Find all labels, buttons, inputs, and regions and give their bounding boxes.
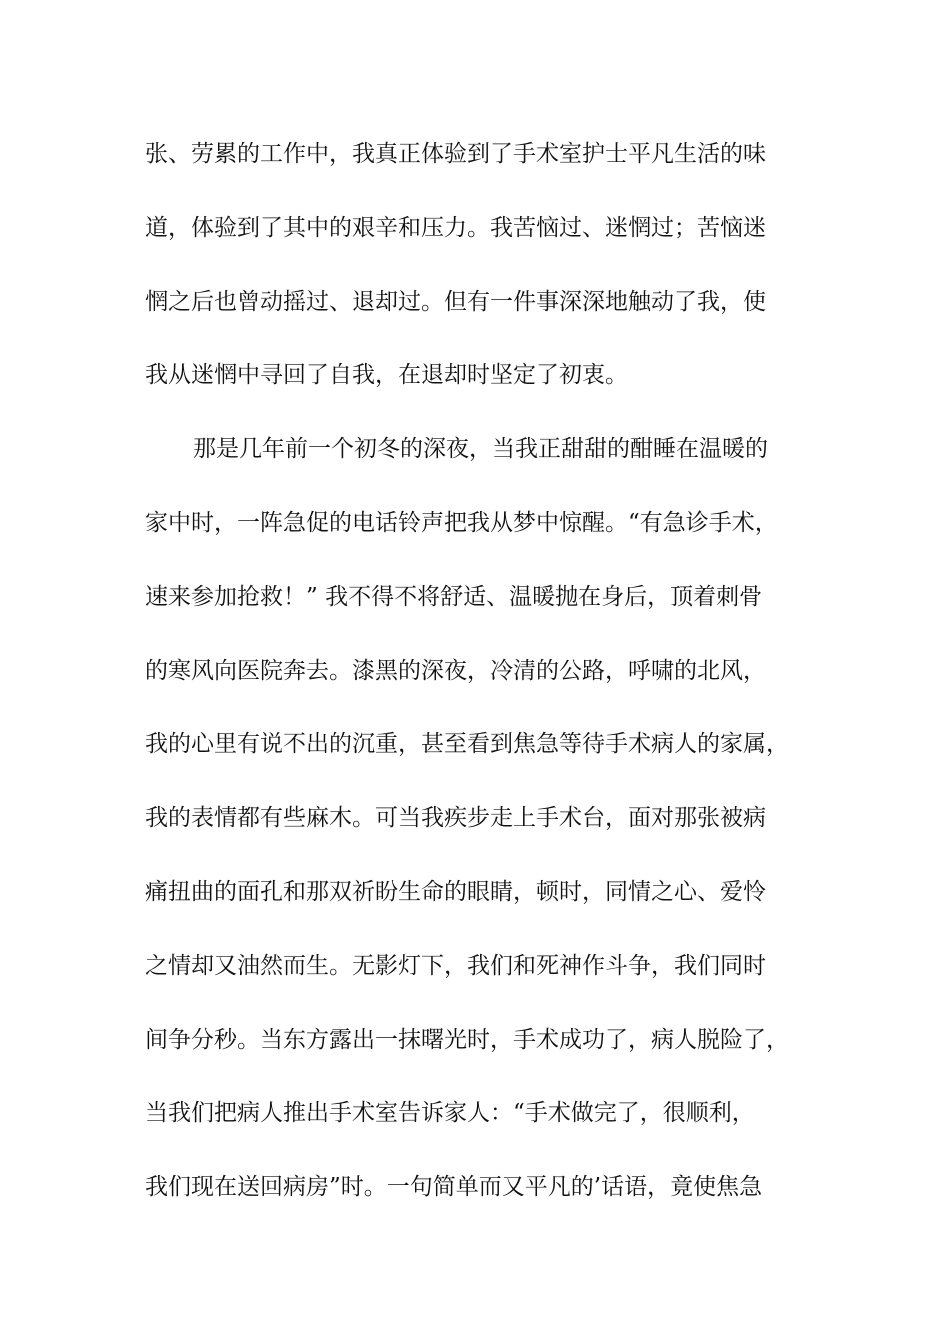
text-line: 我们现在送回病房”时。一句简单而又平凡的’话语，竟使焦急 bbox=[145, 1174, 763, 1201]
text-line: 我的心里有说不出的沉重，甚至看到焦急等待手术病人的家属， bbox=[145, 731, 789, 758]
text-line: 我的表情都有些麻木。可当我疾步走上手术台，面对那张被病 bbox=[145, 805, 766, 832]
text-line: 道，体验到了其中的艰辛和压力。我苦恼过、迷惘过；苦恼迷 bbox=[145, 214, 766, 241]
text-line: 当我们把病人推出手术室告诉家人：“手术做完了，很顺利， bbox=[145, 1100, 755, 1127]
text-line: 痛扭曲的面孔和那双祈盼生命的眼睛，顿时，同情之心、爱怜 bbox=[145, 878, 766, 905]
paragraph-start-line: 那是几年前一个初冬的深夜，当我正甜甜的酣睡在温暖的 bbox=[193, 436, 768, 463]
text-line: 间争分秒。当东方露出一抹曙光时，手术成功了，病人脱险了， bbox=[145, 1026, 789, 1053]
text-line: 之情却又油然而生。无影灯下，我们和死神作斗争，我们同时 bbox=[145, 952, 766, 979]
text-line: 家中时，一阵急促的电话铃声把我从梦中惊醒。“有急诊手术， bbox=[145, 509, 778, 536]
text-line: 的寒风向医院奔去。漆黑的深夜，冷清的公路，呼啸的北风， bbox=[145, 657, 766, 684]
text-line: 张、劳累的工作中，我真正体验到了手术室护士平凡生活的味 bbox=[145, 141, 766, 167]
body-text bbox=[145, 134, 825, 1241]
text-line: 速来参加抢救！” 我不得不将舒适、温暖抛在身后，顶着刺骨 bbox=[145, 583, 763, 610]
text-line: 我从迷惘中寻回了自我，在退却时坚定了初衷。 bbox=[145, 362, 628, 389]
text-line: 惘之后也曾动摇过、退却过。但有一件事深深地触动了我，使 bbox=[145, 288, 766, 315]
